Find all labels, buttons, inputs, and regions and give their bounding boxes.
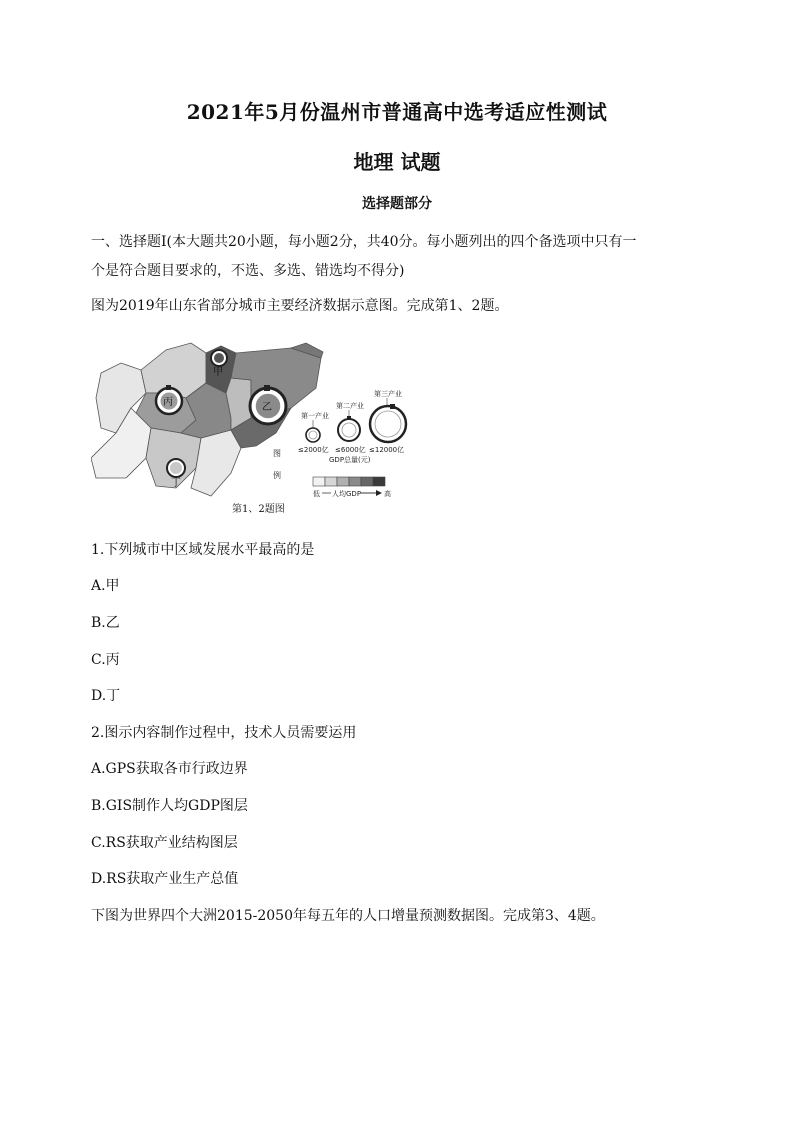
legend-per-capita: 人均GDP (332, 490, 362, 498)
question-2-stem: 2.图示内容制作过程中，技术人员需要运用 (91, 725, 357, 741)
legend-gradient-bar (313, 477, 385, 486)
subject-title: 地理 试题 (353, 150, 441, 174)
legend-industry-1: 第一产业 (301, 412, 329, 420)
section-title: 选择题部分 (362, 196, 432, 212)
shandong-economy-map (91, 338, 411, 503)
question-2-option-a: A.GPS获取各市行政边界 (91, 761, 248, 777)
legend-size-3: ≤12000亿 (369, 446, 405, 454)
legend-ring-small (306, 428, 320, 442)
question-2-option-c: C.RS获取产业结构图层 (91, 835, 238, 851)
question-1-option-c: C.丙 (91, 652, 120, 668)
city-label-jia: 甲 (213, 367, 223, 378)
figure-caption: 第1、2题图 (232, 504, 285, 515)
legend-ring-large (370, 404, 406, 442)
question-1-stem: 1.下列城市中区域发展水平最高的是 (91, 542, 315, 558)
city-label-ding: 丁 (171, 478, 181, 489)
city-ring-ding (167, 459, 185, 477)
question-1-option-a: A.甲 (91, 578, 120, 594)
question-2-option-b: B.GIS制作人均GDP图层 (91, 798, 248, 814)
legend-industry-2: 第二产业 (336, 402, 364, 410)
legend-gdp-label: GDP总量(元) (329, 456, 371, 464)
legend-low: 低 (313, 490, 320, 498)
question-1-option-d: D.丁 (91, 688, 121, 704)
legend-ring-medium (338, 416, 360, 441)
instructions-line-2: 个是符合题目要求的，不选、多选、错选均不得分) (91, 263, 405, 279)
legend-industry-3: 第三产业 (374, 390, 402, 398)
exam-title: 2021年5月份温州市普通高中选考适应性测试 (186, 100, 608, 124)
city-label-yi: 乙 (262, 402, 272, 413)
legend-high: 高 (384, 490, 391, 498)
question-intro-3-4: 下图为世界四个大洲2015-2050年每五年的人口增量预测数据图。完成第3、4题。 (91, 908, 605, 924)
question-1-option-b: B.乙 (91, 615, 120, 631)
city-ring-jia (211, 350, 227, 366)
instructions-line-1: 一、选择题Ⅰ(本大题共20小题，每小题2分，共40分。每小题列出的四个备选项中只有一 (91, 234, 637, 250)
question-2-option-d: D.RS获取产业生产总值 (91, 871, 239, 887)
city-label-bing: 丙 (163, 397, 173, 408)
legend-size-1: ≤2000亿 (298, 446, 329, 454)
legend-title-char-2: 例 (273, 471, 281, 480)
legend-size-2: ≤6000亿 (335, 446, 366, 454)
legend-title-char-1: 图 (273, 449, 281, 458)
question-intro-1-2: 图为2019年山东省部分城市主要经济数据示意图。完成第1、2题。 (91, 298, 509, 314)
